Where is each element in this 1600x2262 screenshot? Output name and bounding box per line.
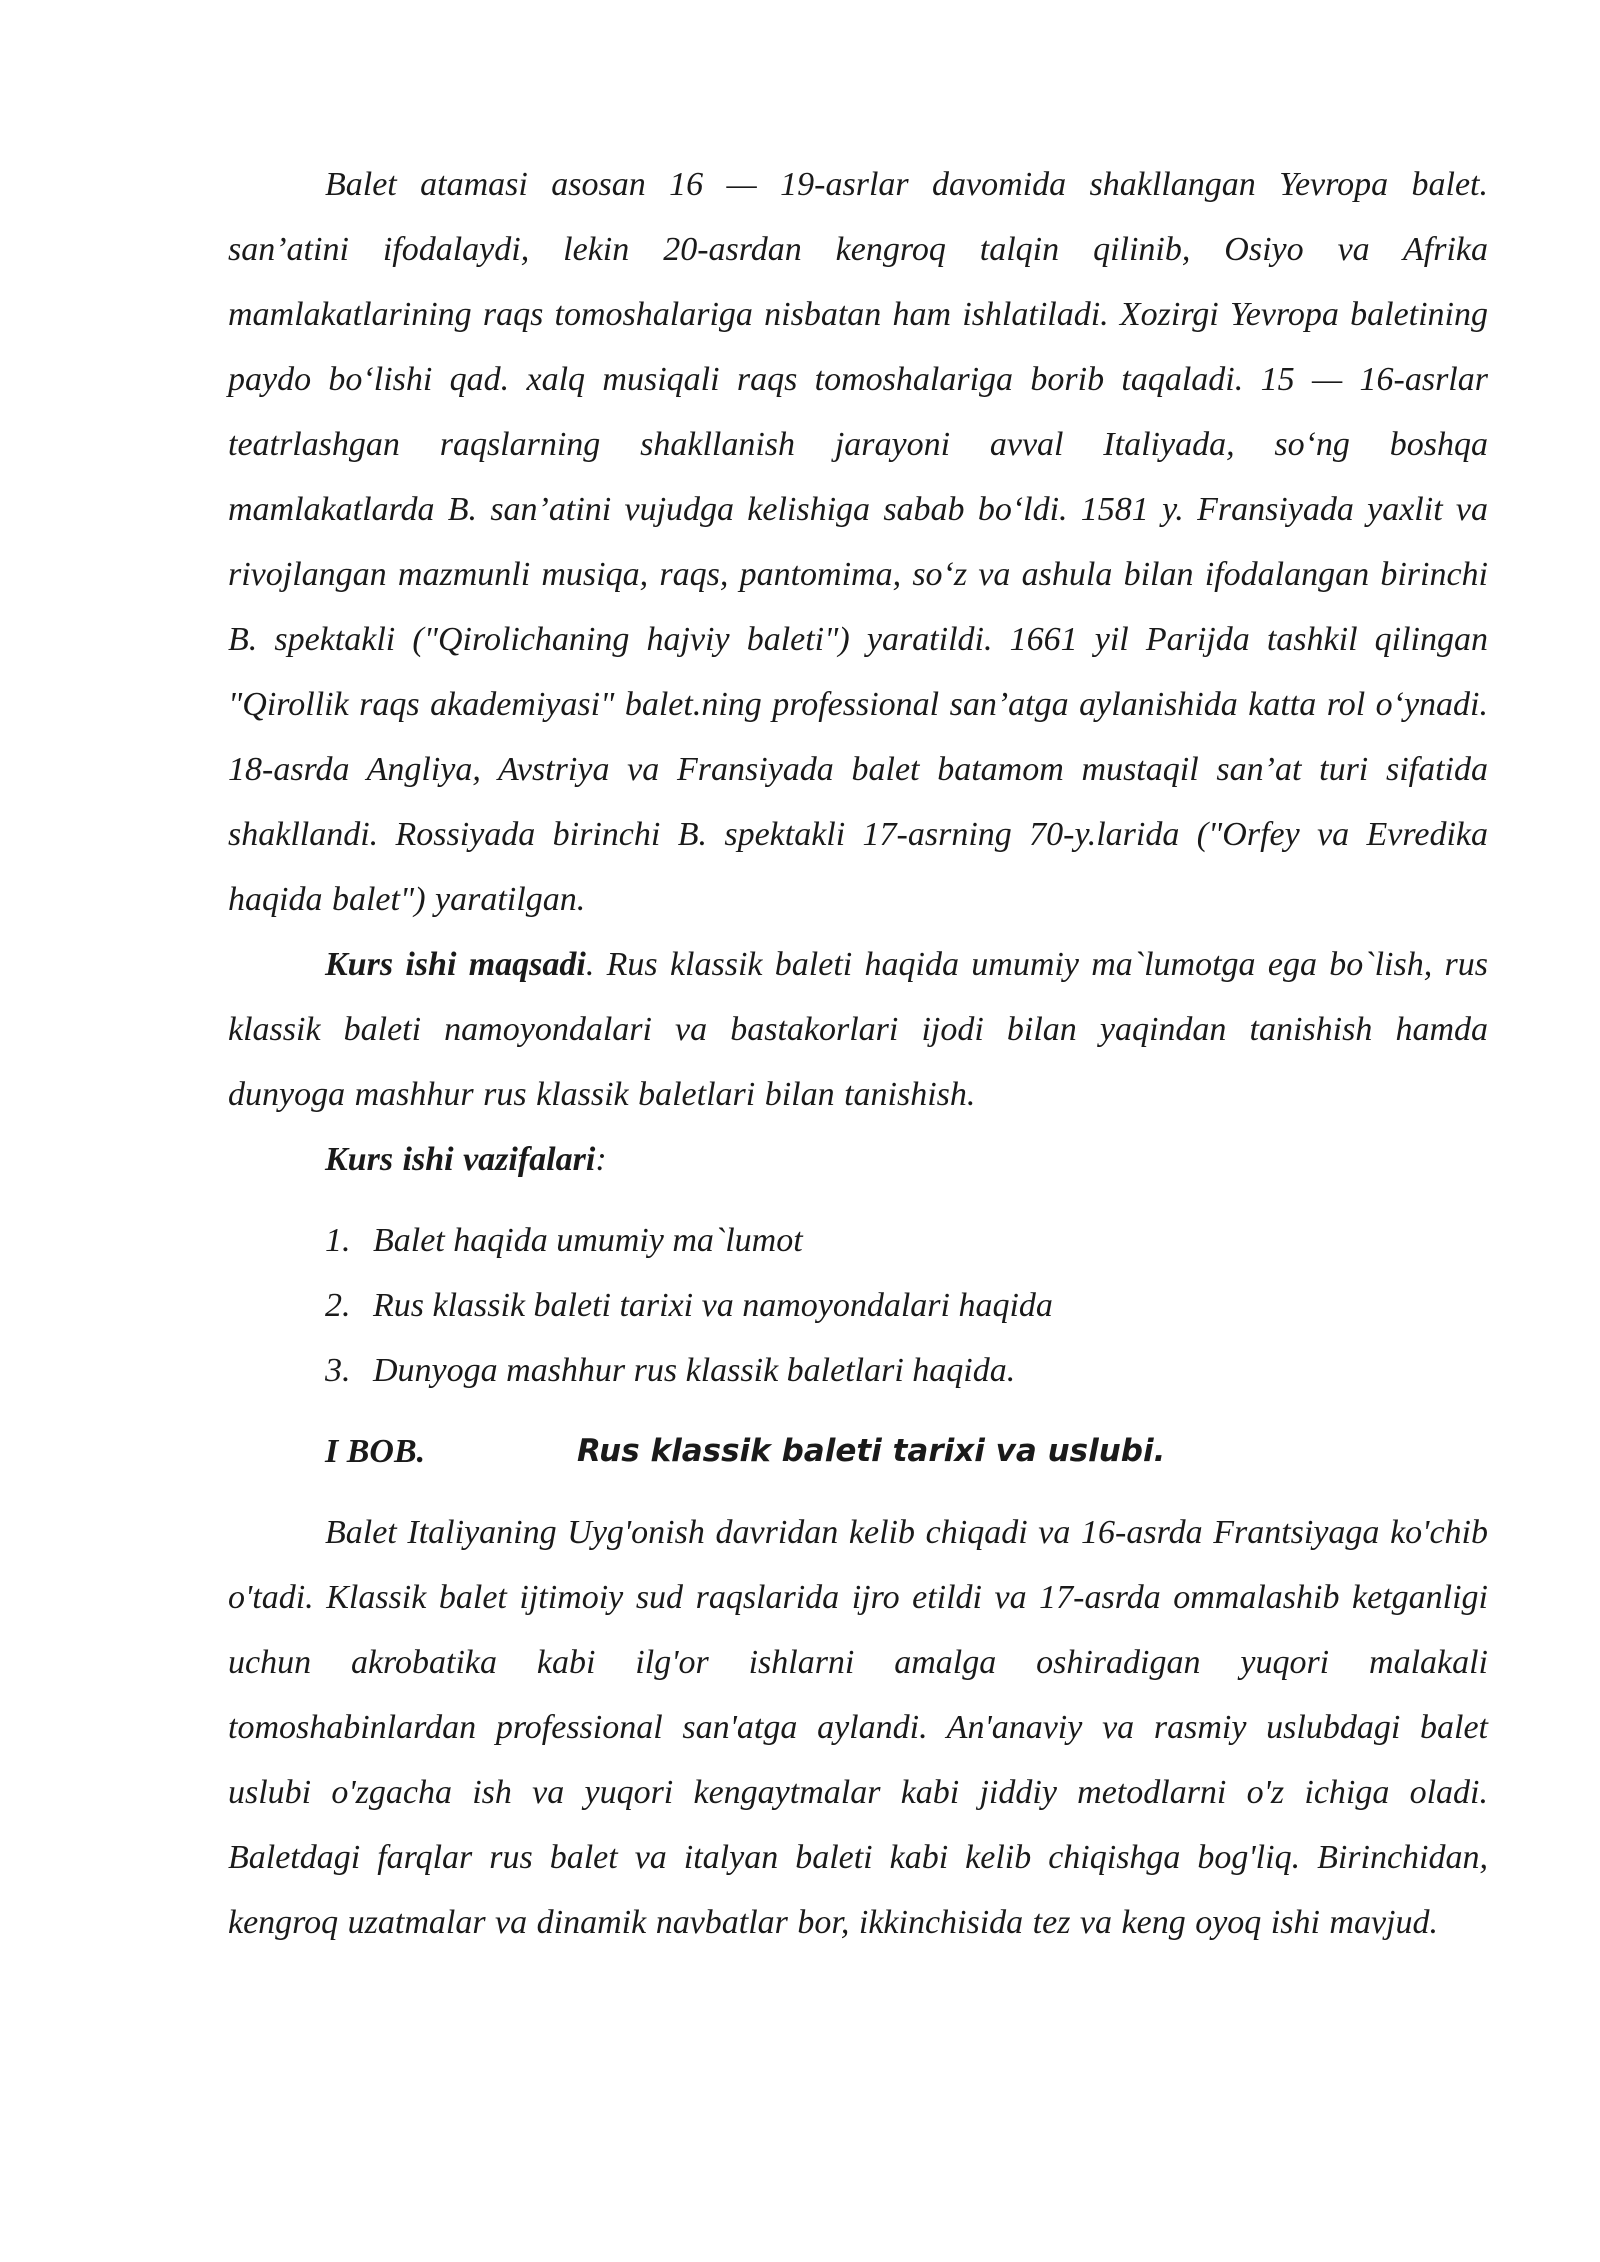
- tasks-title-text: Kurs ishi vazifalari: [325, 1141, 596, 1178]
- tasks-title: [228, 1127, 1488, 1192]
- goal-paragraph: [228, 932, 1488, 1127]
- list-item-number: 2.: [325, 1287, 351, 1324]
- chapter-heading: [228, 1419, 1488, 1484]
- list-item-text: Rus klassik baleti tarixi va namoyondalari haqida: [373, 1287, 1053, 1324]
- list-item-text: Dunyoga mashhur rus klassik baletlari haqida.: [373, 1352, 1016, 1389]
- chapter-label: I BOB.: [325, 1433, 426, 1470]
- list-item-text: Balet haqida umumiy ma`lumot: [373, 1222, 803, 1259]
- goal-label: Kurs ishi maqsadi: [325, 946, 586, 983]
- history-paragraph: Balet Italiyaning Uyg'onish davridan kelib chiqadi va 16-asrda Frantsiyaga ko'chib o'tadi. Klassik balet ijtimoiy sud raqslarida ijro etildi va 17-asrda ommalashib ketganligi uchun akrobatika kabi ilg'or ishlarni amalga oshiradigan yuqori malakali tomoshabinlardan professional san'atga aylandi. An'anaviy va rasmiy uslubdagi balet uslubi o'zgacha ish va yuqori kengaytmalar kabi jiddiy metodlarni o'z ichiga oladi. Baletdagi farqlar rus balet va italyan baleti kabi kelib chiqishga bog'liq. Birinchidan, kengroq uzatmalar va dinamik navbatlar bor, ikkinchisida tez va keng oyoq ishi mavjud.: [228, 1514, 1488, 1941]
- tasks-title-colon: :: [595, 1141, 607, 1178]
- list-item-number: 1.: [325, 1222, 351, 1259]
- goal-text: . Rus klassik baleti haqida umumiy ma`lumotga ega bo`lish, rus klassik baleti namoyondalari va bastakorlari ijodi bilan yaqindan tanishish hamda dunyoga mashhur rus klassik baletlari bilan tanishish.: [228, 946, 1488, 1113]
- list-item-number: 3.: [325, 1352, 351, 1389]
- chapter-title: Rus klassik baleti tarixi va uslubi.: [577, 1433, 1166, 1469]
- intro-paragraph: Balet atamasi asosan 16 — 19-asrlar davomida shakllangan Yevropa balet. san’atini ifodalaydi, lekin 20-asrdan kengroq talqin qilinib, Osiyo va Afrika mamlakatlarining raqs tomoshalariga nisbatan ham ishlatiladi. Xozirgi Yevropa baletining paydo bo‘lishi qad. xalq musiqali raqs tomoshalariga borib taqaladi. 15 — 16-asrlar teatrlashgan raqslarning shakllanish jarayoni avval Italiyada, so‘ng boshqa mamlakatlarda B. san’atini vujudga kelishiga sabab bo‘ldi. 1581 y. Fransiyada yaxlit va rivojlangan mazmunli musiqa, raqs, pantomima, so‘z va ashula bilan ifodalangan birinchi B. spektakli ("Qirolichaning hajviy baleti") yaratildi. 1661 yil Parijda tashkil qilingan "Qirollik raqs akademiyasi" balet.ning professional san’atga aylanishida katta rol o‘ynadi. 18-asrda Angliya, Avstriya va Fransiyada balet batamom mustaqil san’at turi sifatida shakllandi. Rossiyada birinchi B. spektakli 17-asrning 70-y.larida ("Orfey va Evredika haqida balet") yaratilgan.: [228, 166, 1488, 918]
- list-item: [228, 1338, 1488, 1403]
- list-item: [228, 1208, 1488, 1273]
- list-item: [228, 1273, 1488, 1338]
- document-body: [228, 152, 1488, 1955]
- tasks-list: [228, 1208, 1488, 1403]
